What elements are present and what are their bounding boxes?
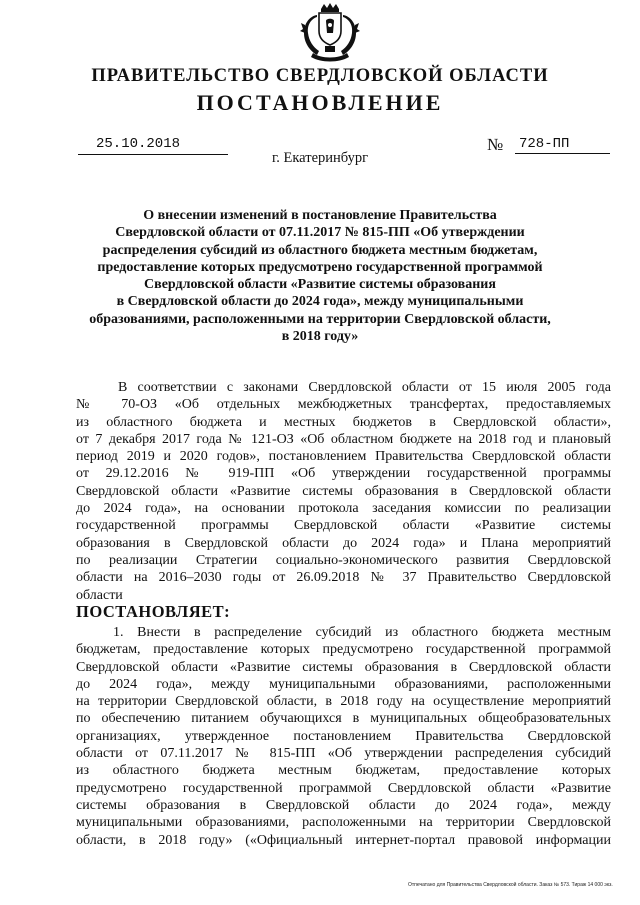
heading-line: Свердловской области от 07.11.2017 № 815-ПП «Об утверждении: [115, 225, 525, 241]
resolves-heading: ПОСТАНОВЛЯЕТ:: [76, 602, 231, 621]
item-1-line: предусмотрено государственной программой Свердловской области «Развитие: [76, 780, 611, 796]
heading-line: образованиями, расположенными на территории Свердловской области,: [89, 311, 551, 327]
preamble-paragraph: [76, 379, 611, 604]
coat-of-arms-icon: [297, 3, 363, 63]
heading-line: в 2018 году»: [281, 329, 359, 345]
preamble-line: образования в Свердловской области до 2024 года» и Плана мероприятий: [76, 535, 611, 551]
item-1-line: муниципальными образованиями, расположенными на территории Свердловской: [76, 815, 611, 831]
preamble-line: из областного бюджета и местных бюджетов в Свердловской области»,: [76, 414, 611, 430]
city: г. Екатеринбург: [271, 150, 369, 166]
preamble-line: до 2024 года», на основании протокола заседания комиссии по реализации: [76, 501, 611, 517]
item-1-line: Свердловской области «Развитие системы образования в Свердловской области: [76, 659, 611, 675]
heading-line: Свердловской области «Развитие системы образования: [144, 277, 496, 293]
document-type: ПОСТАНОВЛЕНИЕ: [196, 90, 444, 115]
preamble-line: Свердловской области «Развитие системы образования в Свердловской области: [76, 483, 611, 499]
preamble-line: области: [76, 587, 123, 603]
print-footer: Отпечатано для Правительства Свердловской области. Заказ № 573. Тираж 14 000 экз.: [408, 882, 613, 888]
number-sign: №: [487, 135, 504, 154]
heading-line: О внесении изменений в постановление Правительства: [143, 208, 497, 223]
document-heading: [82, 207, 558, 345]
item-1-line: по обеспечению питанием обучающихся в муниципальных общеобразовательных: [76, 711, 611, 727]
preamble-line: государственной программы Свердловской области «Развитие системы: [76, 518, 611, 534]
preamble-line: по реализации Стратегии социально-экономического развития Свердловской: [76, 552, 611, 568]
heading-line: предоставление которых предусмотрено государственной программой: [97, 259, 543, 275]
item-1-line: на территории Свердловской области, в 2018 году на осуществление мероприятий: [76, 694, 611, 710]
preamble-line: от 29.12.2016 № 919-ПП «Об утверждении государственной программы: [76, 466, 611, 482]
preamble-line: период 2019 и 2020 годов», постановлением Правительства Свердловской области: [76, 449, 611, 465]
preamble-line: от 7 декабря 2017 года № 121-ОЗ «Об областном бюджете на 2018 год и плановый: [76, 431, 611, 447]
heading-line: распределения субсидий из областного бюджета местным бюджетам,: [102, 242, 538, 258]
government-name: ПРАВИТЕЛЬСТВО СВЕРДЛОВСКОЙ ОБЛАСТИ: [91, 66, 549, 86]
item-1-line: из областного бюджета местным бюджетам, предоставление которых: [76, 763, 611, 779]
preamble-line: области на 2016–2030 годы от 26.09.2018 № 37 Правительство Свердловской: [76, 570, 611, 586]
heading-line: в Свердловской области до 2024 года», между муниципальными: [116, 294, 524, 310]
document-number: 728-ПП: [519, 136, 570, 152]
item-1-line: области от 07.11.2017 № 815-ПП «Об утверждении распределения субсидий: [76, 746, 611, 762]
item-1-line: бюджетам, предоставление которых предусмотрено государственной программой: [76, 642, 611, 658]
item-1-line: организациях, утвержденное постановлением Правительства Свердловской: [76, 728, 611, 744]
item-1-line: до 2024 года», между муниципальными образованиями, расположенными: [76, 676, 611, 692]
item-1-line: области, в 2018 году» («Официальный интернет-портал правовой информации: [76, 832, 611, 848]
item-1-line: системы образования в Свердловской области до 2024 года», между: [76, 797, 611, 813]
document-date: 25.10.2018: [96, 136, 181, 152]
preamble-line: В соответствии с законами Свердловской области от 15 июля 2005 года: [118, 380, 611, 395]
item-1-line: 1. Внести в распределение субсидий из областного бюджета местным: [113, 625, 611, 640]
preamble-line: № 70-ОЗ «Об отдельных межбюджетных трансфертах, предоставляемых: [76, 397, 611, 413]
item-1-paragraph: [76, 624, 611, 849]
